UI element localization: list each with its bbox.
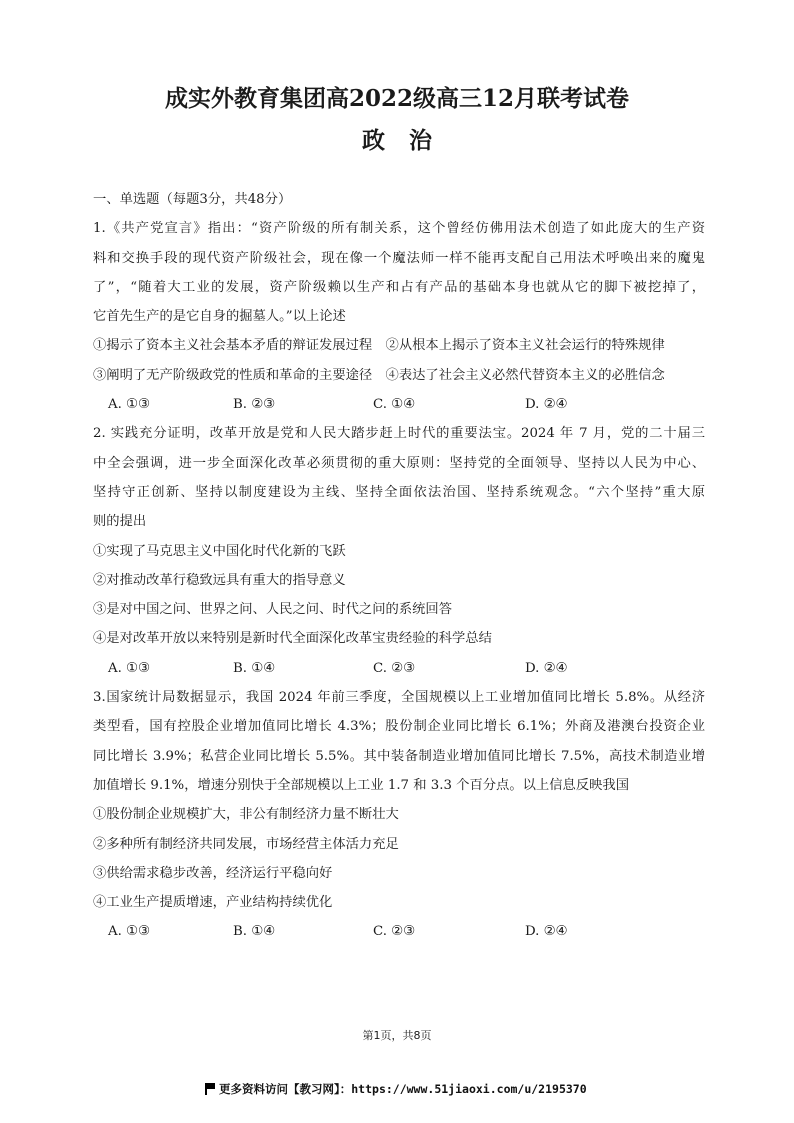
question-item: ③供给需求稳步改善，经济运行平稳向好 <box>93 865 333 881</box>
question-stem-line: 则的提出 <box>93 514 147 530</box>
question-1 <box>93 214 705 419</box>
question-stem-line: 加值增长 9.1%，增速分别快于全部规模以上工业 1.7 和 3.3 个百分点。以上信息反映我国 <box>93 777 630 793</box>
option-b: B. ②③ <box>233 397 276 413</box>
question-3 <box>93 683 705 947</box>
section-heading: 一、单选题（每题3分，共48分） <box>93 192 292 207</box>
option-a: A. ①③ <box>108 924 150 940</box>
question-stem-line: 类型看，国有控股企业增加值同比增长 4.3%；股份制企业同比增长 6.1%；外商及港澳台投资企业 <box>93 719 705 735</box>
question-stem-line: 中全会强调，进一步全面深化改革必须贯彻的重大原则：坚持党的全面领导、坚持以人民为中心、 <box>93 455 705 471</box>
question-stem-line: 同比增长 3.9%；私营企业同比增长 5.5%。其中装备制造业增加值同比增长 7.5%，高技术制造业增 <box>93 748 705 764</box>
exam-content <box>93 185 705 947</box>
exam-subject: 政治 <box>362 127 456 154</box>
option-d: D. ②④ <box>525 397 568 413</box>
question-stem-line: 2. 实践充分证明，改革开放是党和人民大踏步赶上时代的重要法宝。2024 年 7 月，党的二十届三 <box>93 426 705 442</box>
question-item: ①揭示了资本主义社会基本矛盾的辩证发展过程 ②从根本上揭示了资本主义社会运行的特殊规律 <box>93 338 665 354</box>
option-b: B. ①④ <box>233 924 276 940</box>
question-stem-line: 它首先生产的是它自身的掘墓人。”以上论述 <box>93 309 346 325</box>
question-item: ④工业生产提质增速，产业结构持续优化 <box>93 895 333 911</box>
question-item: ②对推动改革行稳致远具有重大的指导意义 <box>93 572 346 588</box>
option-b: B. ①④ <box>233 660 276 676</box>
footer-banner[interactable] <box>205 1081 587 1097</box>
question-item: ②多种所有制经济共同发展，市场经营主体活力充足 <box>93 836 399 852</box>
option-c: C. ②③ <box>373 660 415 676</box>
question-item: ①股份制企业规模扩大，非公有制经济力量不断壮大 <box>93 807 399 823</box>
answer-options <box>93 390 705 419</box>
question-stem-line: 1.《共产党宣言》指出：“资产阶级的所有制关系，这个曾经仿佛用法术创造了如此庞大的生产资 <box>93 221 705 237</box>
answer-options <box>93 917 705 946</box>
question-stem-line: 坚持守正创新、坚持以制度建设为主线、坚持全面依法治国、坚持系统观念。“六个坚持”重大原 <box>93 484 705 500</box>
question-2 <box>93 419 705 683</box>
exam-title: 成实外教育集团高2022级高三12月联考试卷 <box>164 85 630 112</box>
question-stem-line: 了”，“随着大工业的发展，资产阶级赖以生产和占有产品的基础本身也就从它的脚下被挖掉了， <box>93 279 705 295</box>
option-d: D. ②④ <box>525 924 568 940</box>
footer-link[interactable]: 更多资料访问【教习网】：https://www.51jiaoxi.com/u/2195370 <box>219 1082 587 1096</box>
question-stem-line: 3.国家统计局数据显示，我国 2024 年前三季度，全国规模以上工业增加值同比增长 5.8%。从经济 <box>93 690 705 706</box>
question-stem-line: 料和交换手段的现代资产阶级社会，现在像一个魔法师一样不能再支配自己用法术呼唤出来的魔鬼 <box>93 250 705 266</box>
option-a: A. ①③ <box>108 397 150 413</box>
question-item: ③是对中国之问、世界之问、人民之问、时代之问的系统回答 <box>93 602 453 618</box>
option-a: A. ①③ <box>108 660 150 676</box>
flag-icon <box>205 1083 215 1095</box>
option-c: C. ②③ <box>373 924 415 940</box>
option-c: C. ①④ <box>373 397 415 413</box>
question-item: ①实现了马克思主义中国化时代化新的飞跃 <box>93 543 346 559</box>
page-number: 第1页，共8页 <box>362 1029 432 1042</box>
option-d: D. ②④ <box>525 660 568 676</box>
question-item: ③阐明了无产阶级政党的性质和革命的主要途径 ④表达了社会主义必然代替资本主义的必胜信念 <box>93 367 665 383</box>
answer-options <box>93 654 705 683</box>
question-item: ④是对改革开放以来特别是新时代全面深化改革宝贵经验的科学总结 <box>93 631 492 647</box>
